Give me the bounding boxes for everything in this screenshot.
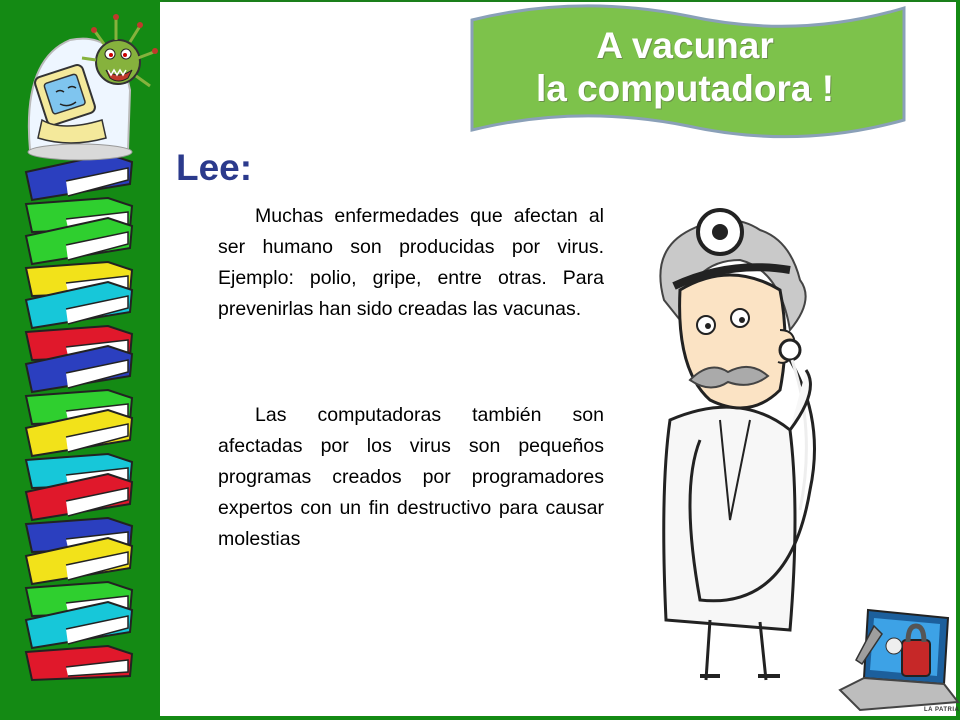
banner-line-1: A vacunar xyxy=(596,25,774,66)
paragraph-2: Las computadoras también son afectadas por los virus son pequeños programas creados por programadores expertos con un fin destructivo para causar molestias xyxy=(218,404,604,550)
book xyxy=(26,154,132,200)
title-banner-text xyxy=(470,24,900,110)
watermark: LA PATRIA xyxy=(924,707,960,713)
heading: Lee: xyxy=(176,147,253,188)
book xyxy=(26,646,132,680)
banner-line-2: la computadora ! xyxy=(535,68,835,109)
paragraph-1: Muchas enfermedades que afectan al ser humano son producidas por virus. Ejemplo: polio, gripe, entre otras. Para prevenirlas han sido creadas las vacunas. xyxy=(218,205,604,320)
laptop-security-icon xyxy=(838,606,960,720)
padlock-icon xyxy=(902,640,930,676)
doctor-with-stethoscope xyxy=(640,190,840,690)
book-stack xyxy=(0,0,170,720)
